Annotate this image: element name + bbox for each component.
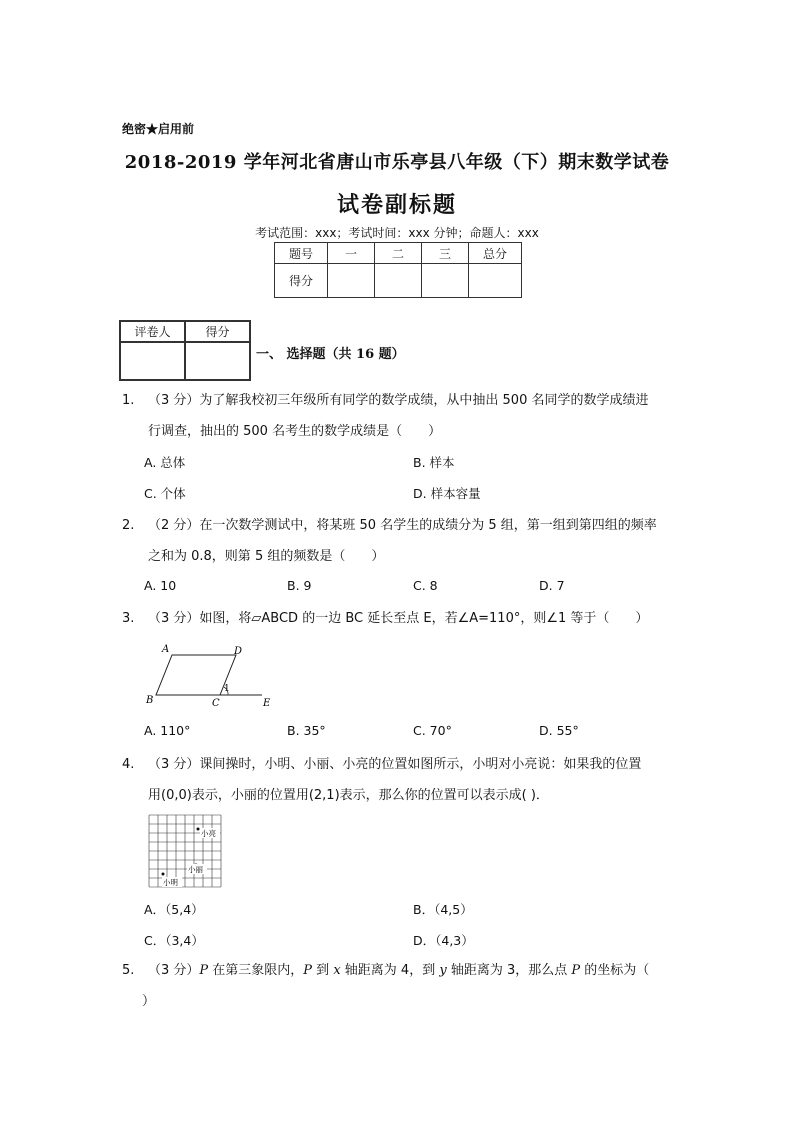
question-number: 4.	[122, 757, 135, 772]
xiaoli-label: 小丽	[188, 865, 203, 874]
variable-y: y	[439, 963, 447, 978]
point-label-a: A	[162, 644, 170, 655]
parallelogram-figure	[140, 640, 280, 710]
score-row-label: 得分	[275, 264, 328, 298]
question-text: ）	[142, 994, 156, 1009]
question-text: （3 分）为了解我校初三年级所有同学的数学成绩，从中抽出 500 名同学的数学成绩进	[148, 393, 649, 408]
question-text: 到	[312, 963, 334, 978]
question-1	[122, 385, 682, 447]
confidential-label: 绝密★启用前	[122, 122, 195, 136]
xiaoming-label: 小明	[163, 878, 178, 887]
variable-p: P	[303, 963, 313, 978]
score-cell	[375, 264, 422, 298]
variable-x: x	[333, 963, 341, 978]
question-text: 之和为 0.8，则第 5 组的频数是（ ）	[148, 549, 385, 564]
variable-p: P	[199, 963, 209, 978]
question-text: （3 分）	[148, 963, 200, 978]
exam-subtitle: 试卷副标题	[336, 192, 457, 218]
question-text: 的坐标为（	[580, 963, 650, 978]
question-5	[122, 955, 682, 1017]
score-cell	[469, 264, 522, 298]
point-label-c: C	[212, 698, 220, 709]
option-c: C. 个体	[144, 486, 186, 501]
option-a: A. 10	[144, 578, 177, 593]
option-d: D．（4,3）	[413, 933, 474, 948]
xiaoliang-dot	[197, 828, 200, 831]
option-b: B. 9	[287, 578, 312, 593]
question-text: 在第三象限内，	[208, 963, 304, 978]
score-cell	[422, 264, 469, 298]
score-table	[274, 242, 522, 298]
option-c: C. 70°	[413, 723, 452, 738]
question-number: 1.	[122, 393, 135, 408]
point-label-b: B	[146, 695, 154, 706]
grader-header-cell: 评卷人	[120, 321, 185, 342]
question-number: 2.	[122, 518, 135, 533]
grader-cell	[185, 342, 250, 380]
question-4	[122, 749, 682, 811]
grader-table	[119, 320, 251, 381]
option-b: B．（4,5）	[413, 902, 473, 917]
section-title: 一、 选择题（共 16 题）	[256, 347, 405, 362]
score-header-cell: 三	[422, 243, 469, 264]
score-header-cell: 一	[328, 243, 375, 264]
position-grid-figure	[147, 813, 223, 889]
exam-title: 2018-2019 学年河北省唐山市乐亭县八年级（下）期末数学试卷	[124, 152, 670, 173]
question-text: （3 分）课间操时，小明、小丽、小亮的位置如图所示，小明对小亮说：如果我的位置	[148, 757, 642, 772]
option-a: A．（5,4）	[144, 902, 204, 917]
question-3	[122, 603, 682, 634]
grader-header-cell: 得分	[185, 321, 250, 342]
option-d: D. 55°	[539, 723, 579, 738]
question-text: 轴距离为 4，到	[340, 963, 440, 978]
score-header-cell: 二	[375, 243, 422, 264]
score-header-cell: 题号	[275, 243, 328, 264]
variable-p: P	[571, 963, 581, 978]
option-d: D. 7	[539, 578, 565, 593]
option-b: B. 样本	[413, 455, 455, 470]
question-text: 轴距离为 3，那么点	[446, 963, 572, 978]
question-text: 用(0,0)表示，小丽的位置用(2,1)表示，那么你的位置可以表示成( )．	[148, 788, 549, 803]
option-d: D. 样本容量	[413, 486, 481, 501]
question-text: （2 分）在一次数学测试中，将某班 50 名学生的成绩分为 5 组，第一组到第四组的频率	[148, 518, 657, 533]
option-a: A. 总体	[144, 455, 186, 470]
exam-info: 考试范围：xxx；考试时间：xxx 分钟；命题人：xxx	[255, 226, 539, 240]
point-label-d: D	[234, 646, 243, 657]
option-c: C. 8	[413, 578, 438, 593]
xiaoming-dot	[162, 873, 165, 876]
question-number: 5.	[122, 963, 135, 978]
question-number: 3.	[122, 611, 135, 626]
point-label-e: E	[263, 698, 271, 709]
score-cell	[328, 264, 375, 298]
angle-label-1: 1	[224, 684, 230, 694]
question-2	[122, 510, 682, 572]
grid-lines	[149, 815, 221, 887]
option-a: A. 110°	[144, 723, 191, 738]
question-text: （3 分）如图，将▱ABCD 的一边 BC 延长至点 E，若∠A=110°，则∠1 等于（ ）	[148, 611, 649, 626]
option-c: C．（3,4）	[144, 933, 204, 948]
grader-cell	[120, 342, 185, 380]
xiaoliang-label: 小亮	[201, 829, 216, 838]
question-text: 行调查，抽出的 500 名考生的数学成绩是（ ）	[148, 424, 442, 439]
option-b: B. 35°	[287, 723, 326, 738]
score-header-cell: 总分	[469, 243, 522, 264]
